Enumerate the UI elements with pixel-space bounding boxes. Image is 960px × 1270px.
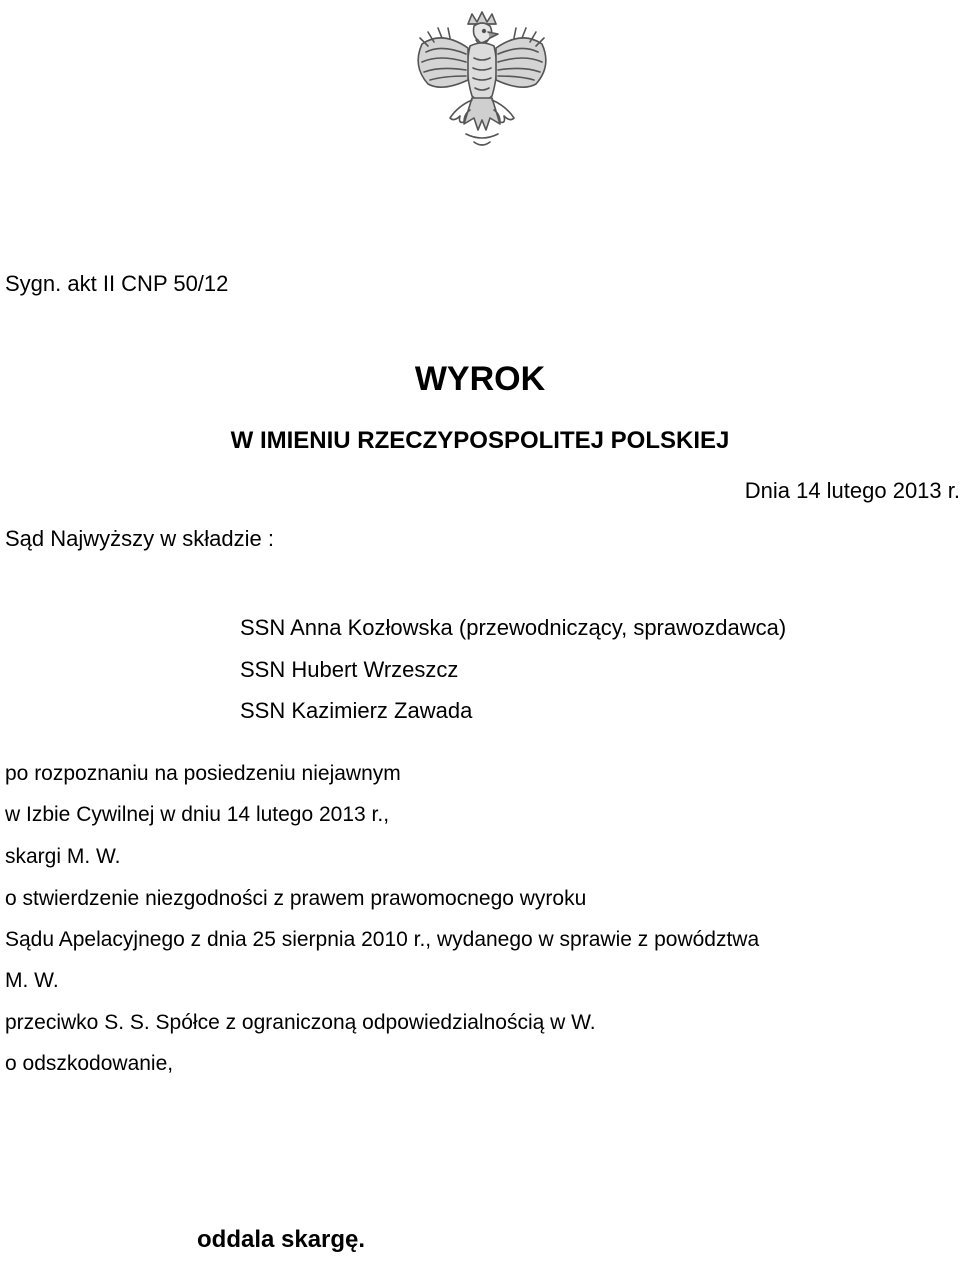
judge-member: SSN Hubert Wrzeszcz <box>240 657 459 682</box>
body-line: skargi M. W. <box>5 845 121 868</box>
court-composition-label: Sąd Najwyższy w składzie : <box>5 526 274 551</box>
body-line: Sądu Apelacyjnego z dnia 25 sierpnia 2010 r., wydanego w sprawie z powództwa <box>5 928 760 951</box>
body-line: przeciwko S. S. Spółce z ograniczoną odpowiedzialnością w W. <box>5 1011 596 1034</box>
polish-eagle-emblem-icon <box>402 10 562 168</box>
body-line: o stwierdzenie niezgodności z prawem prawomocnego wyroku <box>5 887 587 910</box>
body-line: po rozpoznaniu na posiedzeniu niejawnym <box>5 762 401 785</box>
body-line: M. W. <box>5 969 59 992</box>
document-title: WYROK <box>414 360 546 398</box>
case-number: Sygn. akt II CNP 50/12 <box>5 271 229 296</box>
judge-presiding: SSN Anna Kozłowska (przewodniczący, sprawozdawca) <box>240 615 787 640</box>
document-subtitle: W IMIENIU RZECZYPOSPOLITEJ POLSKIEJ <box>230 427 730 454</box>
body-line: w Izbie Cywilnej w dniu 14 lutego 2013 r., <box>5 803 390 826</box>
judgment-date: Dnia 14 lutego 2013 r. <box>744 478 960 503</box>
judge-member: SSN Kazimierz Zawada <box>240 698 473 723</box>
body-line: o odszkodowanie, <box>5 1052 174 1075</box>
verdict: oddala skargę. <box>197 1226 366 1253</box>
